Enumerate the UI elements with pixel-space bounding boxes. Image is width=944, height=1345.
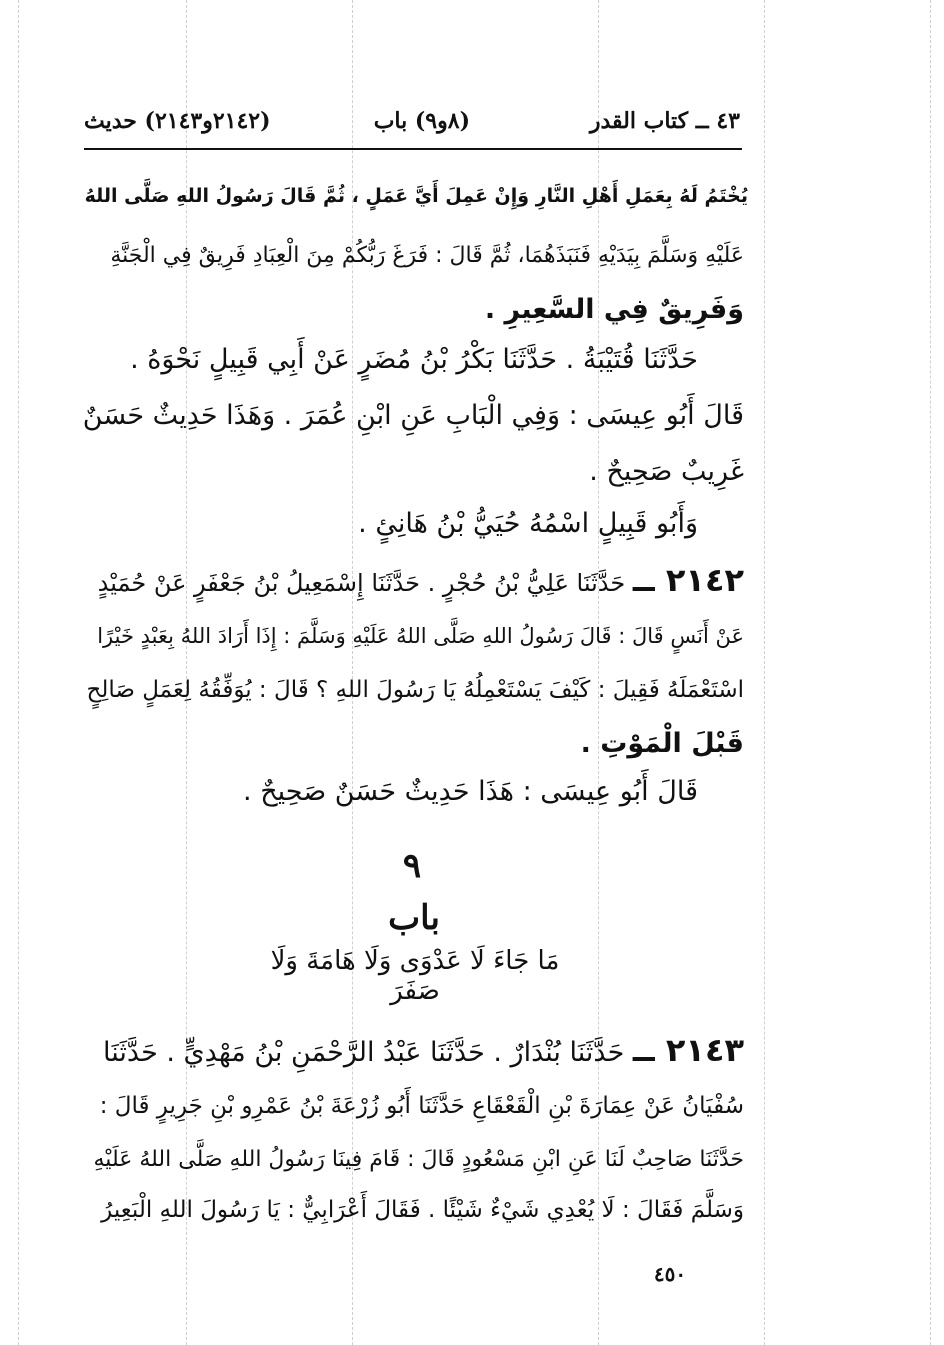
header-chapter-range: (٨و٩) باب [373, 108, 470, 134]
hadith-number: ٢١٤٣ ــ [632, 1031, 744, 1069]
text-line: وَأَبُو قَبِيلٍ اسْمُهُ حُيَيُّ بْنُ هَانِئٍ . [358, 508, 698, 539]
chapter-heading: باب [388, 898, 440, 938]
header-book-title: ٤٣ ــ كتاب القدر [589, 108, 740, 134]
scan-artifact-line [18, 0, 19, 1345]
hadith-2143-first-line [84, 1030, 744, 1078]
text-line: حَدَّثَنَا عَلِيُّ بْنُ حُجْرٍ . حَدَّثَنَا إِسْمَعِيلُ بْنُ جَعْفَرٍ عَنْ حُمَيْدٍ [97, 569, 626, 597]
text-line: غَرِيبٌ صَحِيحٌ . [589, 456, 744, 487]
page-number: ٤٥٠ [653, 1262, 687, 1286]
text-line: قَبْلَ الْمَوْتِ . [580, 728, 744, 759]
chapter-title: مَا جَاءَ لَا عَدْوَى وَلَا هَامَةَ وَلَا صَفَرَ [270, 946, 560, 1006]
text-line: عَنْ أَنَسٍ قَالَ : قَالَ رَسُولُ اللهِ صَلَّى اللهُ عَلَيْهِ وَسَلَّمَ : إِذَا أَرَادَ اللهُ بِعَبْدٍ خَيْرًا [97, 624, 744, 648]
text-line: حَدَّثَنَا قُتَيْبَةُ . حَدَّثَنَا بَكْرُ بْنُ مُضَرٍ عَنْ أَبِي قَبِيلٍ نَحْوَهُ . [130, 344, 698, 375]
running-header [84, 104, 740, 144]
hadith-2142-first-line [84, 560, 744, 608]
scan-artifact-line [764, 0, 765, 1345]
text-line: قَالَ أَبُو عِيسَى : هَذَا حَدِيثٌ حَسَنٌ صَحِيحٌ . [243, 776, 698, 807]
text-line: عَلَيْهِ وَسَلَّمَ بِيَدَيْهِ فَنَبَذَهُمَا، ثُمَّ قَالَ : فَرَغَ رَبُّكُمْ مِنَ الْعِبَادِ فَرِيقٌ فِي الْجَنَّةِ [110, 243, 744, 268]
text-line: قَالَ أَبُو عِيسَى : وَفِي الْبَابِ عَنِ ابْنِ عُمَرَ . وَهَذَا حَدِيثٌ حَسَنٌ [82, 400, 744, 431]
text-line: يُخْتَمُ لَهُ بِعَمَلِ أَهْلِ النَّارِ وَإِنْ عَمِلَ أَيَّ عَمَلٍ ، ثُمَّ قَالَ رَسُولُ اللهِ صَلَّى اللهُ [84, 185, 748, 207]
header-rule [84, 148, 742, 150]
text-line: حَدَّثَنَا صَاحِبٌ لَنَا عَنِ ابْنِ مَسْعُودٍ قَالَ : قَامَ فِينَا رَسُولُ اللهِ صَلَّى اللهُ عَلَيْهِ [93, 1147, 744, 1172]
scan-artifact-line [930, 0, 931, 1345]
text-line: حَدَّثَنَا بُنْدَارٌ . حَدَّثَنَا عَبْدُ الرَّحْمَنِ بْنُ مَهْدِيٍّ . حَدَّثَنَا [103, 1037, 625, 1068]
header-hadith-range: (٢١٤٢و٢١٤٣) حديث [84, 108, 271, 134]
text-line: وَسَلَّمَ فَقَالَ : لَا يُعْدِي شَيْءٌ شَيْئًا . فَقَالَ أَعْرَابِيٌّ : يَا رَسُولَ اللهِ الْبَعِيرُ [101, 1197, 744, 1223]
chapter-number: ٩ [402, 846, 422, 886]
hadith-number: ٢١٤٢ ــ [632, 561, 744, 599]
text-line: اسْتَعْمَلَهُ فَقِيلَ : كَيْفَ يَسْتَعْمِلُهُ يَا رَسُولَ اللهِ ؟ قَالَ : يُوَفِّقُهُ لِعَمَلٍ صَالِحٍ [86, 677, 744, 703]
text-line: وَفَرِيقٌ فِي السَّعِيرِ . [484, 294, 744, 325]
text-line: سُفْيَانُ عَنْ عِمَارَةَ بْنِ الْقَعْقَاعِ حَدَّثَنَا أَبُو زُرْعَةَ بْنُ عَمْرِو بْنِ جَرِيرٍ قَالَ : [99, 1093, 744, 1119]
